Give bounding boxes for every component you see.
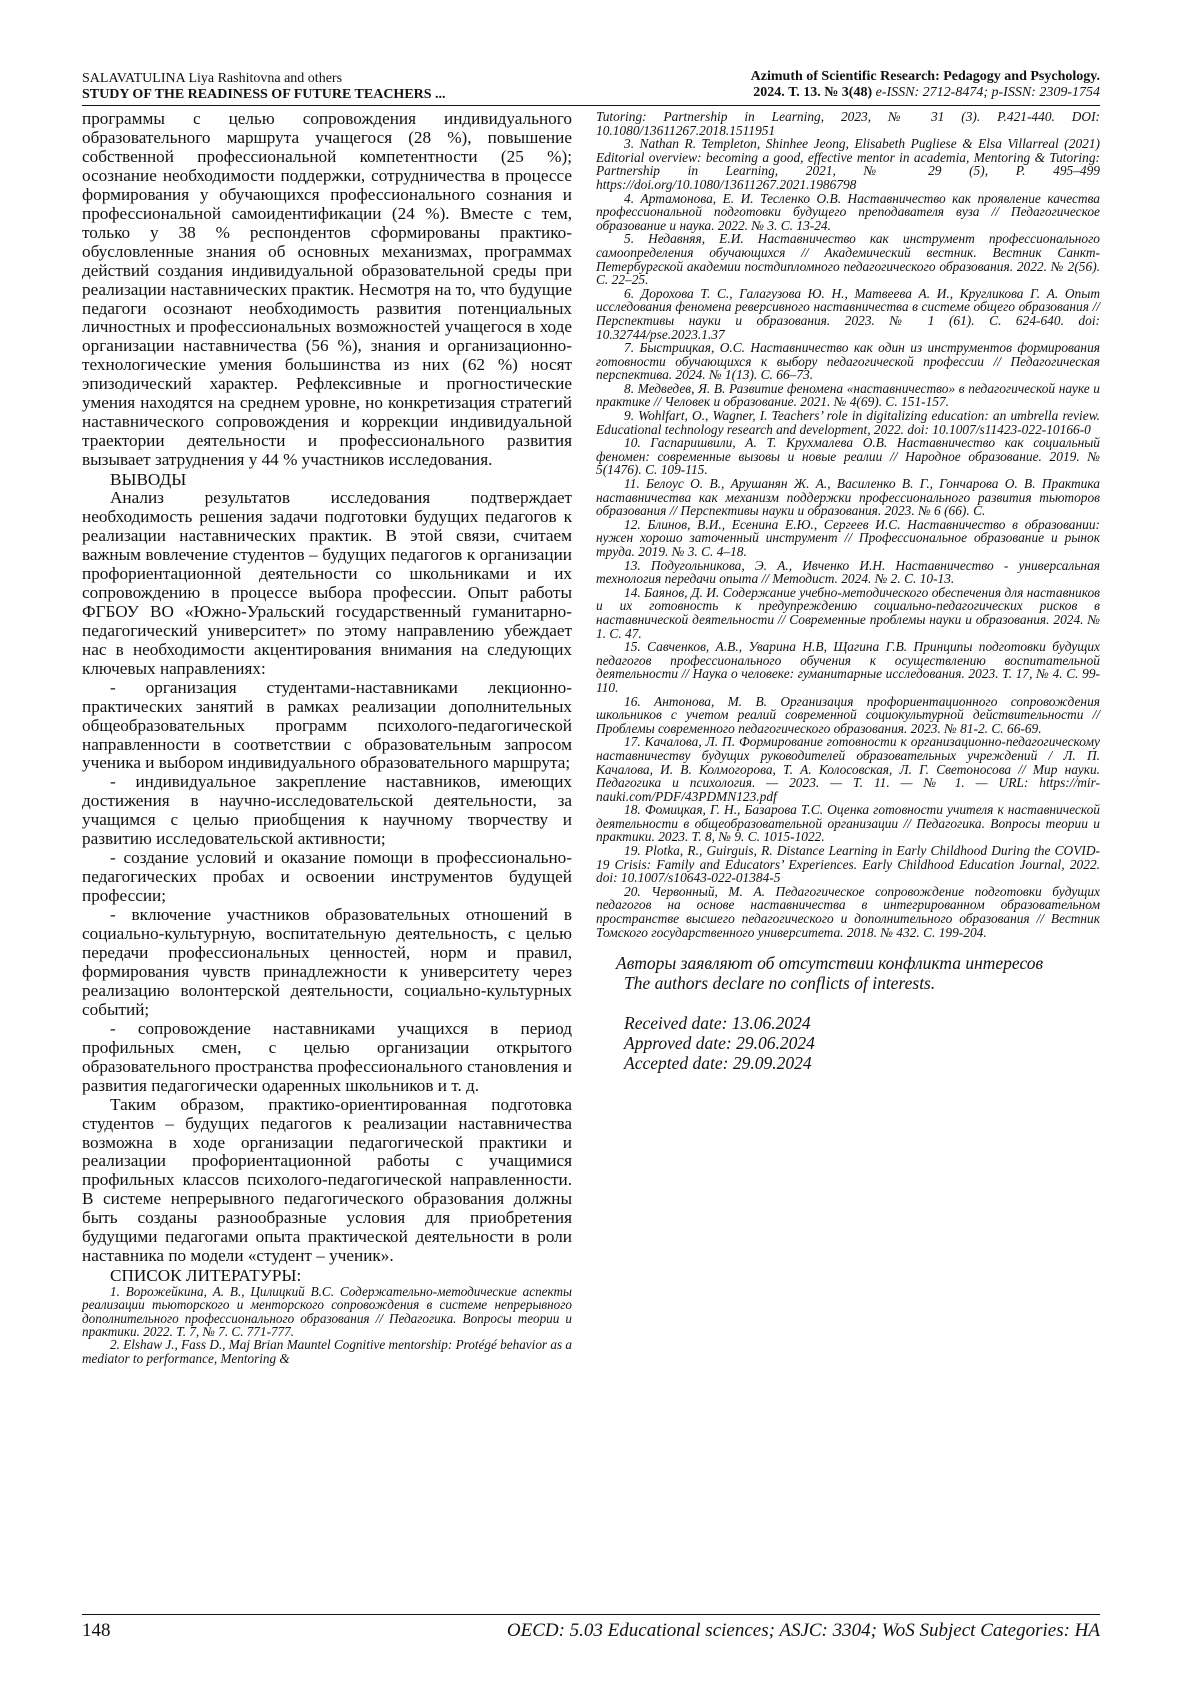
reference-item: 11. Белоус О. В., Арушанян Ж. А., Василенко В. Г., Гончарова О. В. Практика наставничества как механизм поддержки профессионального развития тьюторов образования // Перспективы науки и образования. 2023. № 6 (66). С. [596, 476, 1100, 519]
reference-item: 15. Савченков, А.В., Уварина Н.В, Щагина Г.В. Принципы подготовки будущих педагогов профессионального обучения к осуществлению воспитательной деятельности // Наука о человеке: гуманитарные исследования. 2023. Т. 17, № 4. С. 99-110. [596, 639, 1100, 695]
reference-item: 8. Медведев, Я. В. Развитие феномена «наставничество» в педагогической науке и практике // Человек и образование. 2021. № 4(69). С. 151-157. [596, 380, 1100, 410]
reference-item: 19. Plotka, R., Guirguis, R. Distance Learning in Early Childhood During the COVID-19 Crisis: Family and Educators’ Experiences. Early Childhood Education Journal, 2022. doi: 10.1007/s10643-022-01384-5 [596, 843, 1100, 886]
reference-item: 9. Wohlfart, O., Wagner, I. Teachers’ role in digitalizing education: an umbrella review. Educational technology research and development, 2022. doi: 10.1007/s11423-022-10166-0 [596, 408, 1100, 437]
header-authors: SALAVATULINA Liya Rashitovna and others [82, 71, 343, 86]
article-dates [596, 1013, 1100, 1073]
subject-classification: OECD: 5.03 Educational sciences; ASJC: 3304; WoS Subject Categories: HA [506, 1620, 1100, 1641]
results-paragraph: программы с целью сопровождения индивидуального образовательного маршрута учащегося (28 %), повышение собственной профессиональной компетентности (25 %); осознание необходимости поддержки, сотрудничества в процессе формирования у обучающихся профессионального сознания и профессиональной самоидентификации (24 %). Вместе с тем, только у 38 % респондентов сформированы практико-обусловленные знания об основных механизмах, программах действий создания индивидуальной образовательной среды при реализации наставнических практик. Несмотря на то, что будущие педагоги осознают необходимость развития потенциальных личностных и профессиональных возможностей учащегося в ходе организации наставничества (56 %), знания и организационно-технологические умения большинства из них (62 %) носят эпизодический характер. Рефлексивные и прогностические умения находятся на среднем уровне, но конкретизация стратегий наставнического сопровождения и коррекции индивидуальной траектории деятельности и профессионального развития вызывает затруднения у 44 % участников исследования. [82, 109, 572, 470]
received-date: Received date: 13.06.2024 [624, 1013, 811, 1034]
reference-item: 3. Nathan R. Templeton, Shinhee Jeong, Elisabeth Pugliese & Elsa Villarreal (2021) Editorial overview: becoming a good, effective mentor in academia, Mentoring & Tutoring: Partnership in Learning, 2021, № 29 (5), P. 495–499 https://doi.org/10.1080/13611267.2021.1986798 [596, 136, 1100, 192]
references-list-right [596, 110, 1100, 939]
reference-item: 20. Червонный, М. А. Педагогическое сопровождение подготовки будущих педагогов на основе наставничества в интегрированном образовательном пространстве высшего педагогического и дополнительного образования // Вестник Томского государственного университета. 2018. № 432. С. 199-204. [596, 883, 1100, 940]
conclusions-paragraph-2: Таким образом, практико-ориентированная подготовка студентов – будущих педагогов к реализации наставничества возможна в ходе организации педагогической практики и реализации профориентационной работы с учащимися профильных классов психолого-педагогической направленности. В системе непрерывного педагогического образования должны быть созданы разнообразные условия для приобретения будущими педагогами опыта практической деятельности в роли наставника по модели «студент – ученик». [82, 1094, 572, 1266]
running-header-left [82, 71, 602, 103]
reference-item: 18. Фомицкая, Г. Н., Базарова Т.С. Оценка готовности учителя к наставнической деятельности в общеобразовательной организации // Педагогика. Вопросы теории и практики. 2023. Т. 8, № 9. С. 1015-1022. [596, 802, 1100, 845]
reference-item: 14. Баянов, Д. И. Содержание учебно-методического обеспечения для наставников и их готовность к предупреждению социально-педагогических рисков в наставнической деятельности // Современные проблемы науки и образования. 2024. № 1. С. 47. [596, 584, 1100, 641]
header-issn: e-ISSN: 2712-8474; p-ISSN: 2309-1754 [872, 85, 1100, 100]
header-issue: 2024. Т. 13. № 3(48) [753, 85, 873, 100]
direction-item-2: - индивидуальное закрепление наставников, имеющих достижения в научно-исследовательской деятельности, за учащимся с целью приобщения к научному творчеству и развитию исследовательской активности; [82, 772, 572, 849]
reference-item: 10. Гаспаришвили, А. Т. Крухмалева О.В. Наставничество как социальный феномен: современные вызовы и новые реалии // Народное образование. 2019. № 5(1476). С. 109-115. [596, 435, 1100, 478]
direction-item-4: - включение участников образовательных отношений в социально-культурную, воспитательную деятельность, с целью передачи профессиональных ценностей, норм и правил, формирования чувств принадлежности к университету через реализацию волонтерской деятельности, социально-культурных событий; [82, 905, 572, 1019]
direction-item-1: - организация студентами-наставниками лекционно-практических занятий в рамках реализации дополнительных общеобразовательных программ психолого-педагогической направленности в соответствии с образовательным запросом ученика и выбором индивидуального образовательного маршрута; [82, 677, 572, 773]
footer-divider [82, 1614, 1100, 1615]
reference-item: 1. Ворожейкина, А. В., Цилицкий В.С. Содержательно-методические аспекты реализации тьюторского и менторского сопровождения в системе непрерывного дополнительного профессионального образования // Педагогика. Вопросы теории и практики. 2022. Т. 7, № 7. С. 771-777. [82, 1284, 572, 1340]
conflict-statement-ru: Авторы заявляют об отсутствии конфликта интересов [616, 953, 1044, 974]
approved-date: Approved date: 29.06.2024 [624, 1033, 815, 1054]
reference-item: 13. Подугольникова, Э. А., Ивченко И.Н. Наставничество - универсальная технология передачи опыта // Методист. 2024. № 2. С. 10-13. [596, 557, 1100, 587]
header-short-title: STUDY OF THE READINESS OF FUTURE TEACHERS ... [82, 87, 446, 102]
reference-item: 6. Дорохова Т. С., Галагузова Ю. Н., Матвеева А. И., Кругликова Г. А. Опыт исследования феномена реверсивного наставничества в системе общего образования // Перспективы науки и образования. 2023. № 1 (61). С. 624-640. doi: 10.32744/pse.2023.1.37 [596, 285, 1100, 342]
reference-item: 4. Артамонова, Е. И. Тесленко О.В. Наставничество как проявление качества профессиональной подготовки будущего преподавателя вуза // Педагогическое образование и наука. 2022. № 3. С. 13-24. [596, 190, 1100, 233]
accepted-date: Accepted date: 29.09.2024 [624, 1053, 812, 1074]
direction-item-3: - создание условий и оказание помощи в профессионально-педагогических пробах и освоении инструментов будущей профессии; [82, 848, 572, 906]
conclusions-paragraph-1: Анализ результатов исследования подтверждает необходимость решения задачи подготовки будущих педагогов к реализации наставнических практик. В этой связи, считаем важным вовлечение студентов – будущих педагогов к организации профориентационной деятельности со школьниками и их сопровождению в процессе выбора профессии. Опыт работы ФГБОУ ВО «Южно-Уральский государственный гуманитарно-педагогический университет» по этому направлению убеждает нас в необходимости акцентирования внимания на следующих ключевых направлениях: [82, 488, 572, 678]
reference-item: 5. Недавняя, Е.И. Наставничество как инструмент профессионального самоопределения обучающихся // Академический вестник. Вестник Санкт-Петербургской академии постдипломного педагогического образования. 2022. № 2(56). С. 22–25. [596, 231, 1100, 288]
running-header-right [540, 69, 1100, 101]
direction-item-5: - сопровождение наставниками учащихся в период профильных смен, с целью организации открытого образовательного пространства профессионального становления и развития педагогически одаренных школьников и т. д. [82, 1018, 572, 1095]
page-number: 148 [82, 1620, 111, 1641]
reference-item: Tutoring: Partnership in Learning, 2023, № 31 (3). P.421-440. DOI: 10.1080/13611267.2018.1511951 [596, 109, 1100, 138]
reference-item: 7. Быстрицкая, О.С. Наставничество как один из инструментов формирования готовности обучающихся к выбору педагогической профессии // Педагогическая перспектива. 2024. № 1(13). С. 66–73. [596, 340, 1100, 383]
references-heading: СПИСОК ЛИТЕРАТУРЫ: [110, 1266, 302, 1286]
reference-item: 12. Блинов, В.И., Есенина Е.Ю., Сергеев И.С. Наставничество в образовании: нужен хорошо заточенный инструмент // Профессиональное образование и рынок труда. 2019. № 3. С. 4–18. [596, 516, 1100, 559]
right-column [596, 110, 1100, 1073]
reference-item: 17. Качалова, Л. П. Формирование готовности к организационно-педагогическому наставничеству будущих руководителей образовательных учреждений / Л. П. Качалова, И. В. Колмогорова, Т. А. Колосовская, Л. Г. Светоносова // Мир науки. Педагогика и психология. — 2023. — Т. 11. — № 1. — URL: https://mir-nauki.com/PDF/43PDMN123.pdf [596, 734, 1100, 804]
conflict-statement [596, 953, 1100, 993]
references-list-left [82, 1285, 572, 1365]
header-journal-title: Azimuth of Scientific Research: Pedagogy and Psychology. [750, 69, 1100, 84]
left-column [82, 110, 572, 1365]
header-divider [82, 105, 1100, 106]
reference-item: 2. Elshaw J., Fass D., Maj Brian Mauntel Cognitive mentorship: Protégé behavior as a mediator to performance, Mentoring & [82, 1337, 572, 1366]
reference-item: 16. Антонова, М. В. Организация профориентационного сопровождения школьников с учетом реалий современной социокультурной действительности // Проблемы современного педагогического образования. 2023. № 81-2. С. 66-69. [596, 693, 1100, 736]
conclusions-heading: ВЫВОДЫ [110, 470, 187, 490]
conflict-statement-en: The authors declare no conflicts of interests. [624, 973, 936, 994]
